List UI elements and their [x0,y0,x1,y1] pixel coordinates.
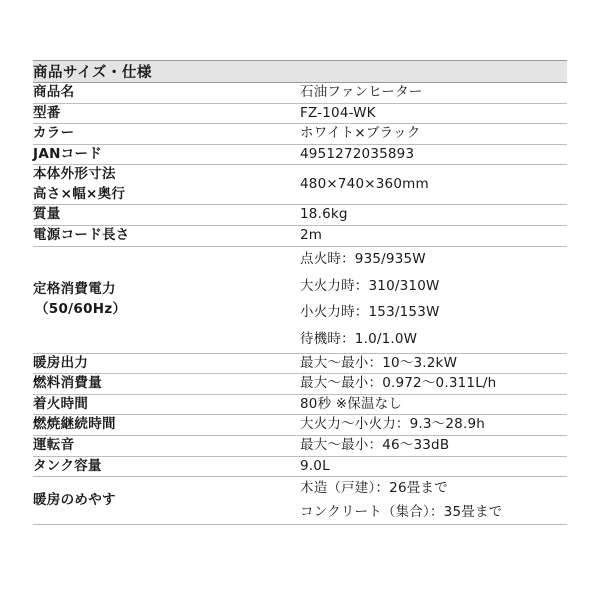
row-value-product-name: 石油ファンヒーター [300,84,423,100]
table-row [33,456,567,477]
row-label-dimensions [33,165,300,205]
row-value-fuel-consumption: 最大～最小：0.972～0.311L/h [300,375,497,392]
row-label-weight: 質量 [33,206,61,223]
heating-guide-wooden: 木造（戸建）：26畳まで [300,480,448,497]
row-value-ignition-time: 80秒 ※保温なし [300,395,403,412]
row-value-dimensions: 480×740×360mm [300,176,429,193]
rated-power-low: 小火力時：153/153W [300,304,440,321]
rated-power-ignition: 点火時：935/935W [300,251,426,267]
row-label-cord-length: 電源コード長さ [33,226,130,243]
table-row [33,415,567,436]
product-spec-table [33,60,567,525]
table-row [33,144,567,165]
table-row [33,436,567,457]
table-row [33,225,567,246]
row-value-heating-output: 最大～最小：10～3.2kW [300,354,458,371]
table-caption: 商品サイズ・仕様 [33,61,567,83]
row-label-product-name: 商品名 [33,84,75,100]
row-label-heating-guide: 暖房のめやす [33,491,116,508]
table-row [33,353,567,374]
row-label-burn-duration: 燃焼継続時間 [33,416,116,433]
table-row [33,83,567,104]
rated-power-standby: 待機時：1.0/1.0W [300,330,418,347]
spec-table-container [33,60,567,525]
row-label-model-number: 型番 [33,104,61,121]
row-value-heating-guide [300,477,567,525]
row-value-burn-duration: 大火力～小火力：9.3～28.9h [300,416,485,433]
row-value-rated-power [300,246,567,353]
table-row [33,374,567,395]
dimensions-label-line-2: 高さ×幅×奥行 [33,185,126,202]
row-value-cord-length: 2m [300,226,323,243]
rated-power-label-line-2: （50/60Hz） [35,300,127,317]
table-row [33,394,567,415]
row-value-jan-code: 4951272035893 [300,145,415,162]
row-label-color: カラー [33,125,75,142]
table-row [33,124,567,145]
row-label-operating-noise: 運転音 [33,437,75,453]
row-value-tank-capacity: 9.0L [300,457,330,474]
table-row [33,205,567,226]
row-label-jan-code: JANコード [33,145,103,162]
row-value-operating-noise: 最大～最小：46～33dB [300,437,450,453]
table-row [33,246,567,353]
rated-power-label-line-1: 定格消費電力 [33,281,116,298]
row-value-color: ホワイト×ブラック [300,125,421,142]
table-row [33,477,567,525]
row-label-tank-capacity: タンク容量 [33,457,102,474]
row-value-model-number: FZ-104-WK [300,104,376,121]
table-row [33,103,567,124]
row-label-rated-power [33,246,300,353]
row-label-heating-output: 暖房出力 [33,354,89,371]
heating-guide-concrete: コンクリート（集合）：35畳まで [300,503,503,520]
rated-power-high: 大火力時：310/310W [300,277,440,294]
row-label-fuel-consumption: 燃料消費量 [33,375,102,392]
dimensions-label-line-1: 本体外形寸法 [33,166,116,183]
table-caption-row [33,61,567,83]
row-label-ignition-time: 着火時間 [33,395,89,412]
table-row [33,165,567,205]
row-value-weight: 18.6kg [300,206,348,223]
